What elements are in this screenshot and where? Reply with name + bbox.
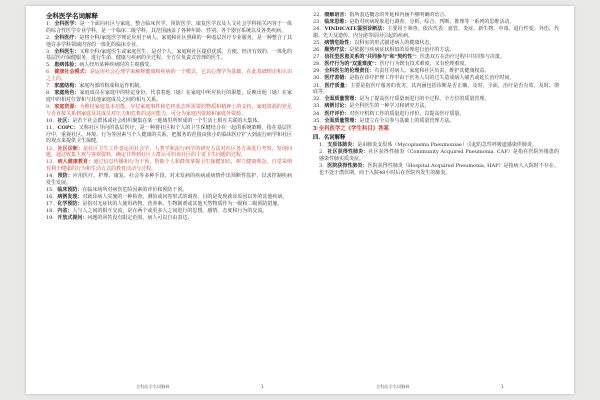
entry-number: 34． (313, 110, 325, 117)
entry-term: 社区诊断： (57, 145, 84, 152)
entry-number: 23． (313, 19, 325, 26)
entry-term: 家庭资源： (54, 104, 80, 111)
entry-number: 25． (313, 39, 325, 46)
entry-term: 病情危险性： (324, 39, 355, 46)
entry-text: 是将全科/家庭医学理论应用于病人、家庭和社区照顾的一种基层医疗专业服务，是一种整合了其他许多学科领域内容的一体化的临床专业。 (46, 34, 292, 48)
entry-term: 全面质量管理： (324, 117, 360, 124)
entry-text: 医院获得性肺炎（Hospital Acquired Pneumonia, HAP）是指病人入院时不存在、也不处于潜伏期，而于入院48小时后在医院内发生的肺炎。 (319, 163, 559, 176)
entry-number: 8． (46, 90, 55, 97)
entry-text: 是若干社会群体或社会组织聚集在某一地域里所形成的一个生活上相互关联的大集体。 (72, 117, 263, 124)
entry-term: 全科医生的伦理责任： (324, 68, 375, 75)
entry-term: 预防： (57, 173, 73, 180)
entry-term: 化学预防： (57, 201, 83, 208)
definition-entry (46, 125, 292, 145)
entry-text: 是为了提高医疗质量而进行的全过程、全方位的质量管理。 (359, 96, 490, 103)
entry-text: 主要是指医疗服务的优劣，其内涵包括诊断是否正确、及时、全面，治疗是否有效、及时、彻底等。 (313, 82, 559, 96)
entry-text: 又称全科/家庭医生或家庭医生，是对个人、家庭和社区提供优质、方便、经济有效的、一体化的基层医疗保健服务，进行生命、健康与疾病的全过程、全方位负责式管理的医生。 (46, 48, 292, 62)
entry-text: 应用医疗、护理、康复、社会等多种手段，对未发病的疾病或病情作出预断性监护，以求控制疾病发生发展。 (46, 173, 292, 186)
document-page (26, 6, 574, 394)
left-column (46, 12, 292, 378)
entry-term: 社区： (57, 117, 73, 124)
entry-number: 30． (313, 75, 325, 82)
entry-number: 24． (313, 26, 325, 33)
entry-text: 是指在诊疗护理工作中由于医务人员的过失造成病人痛苦或延长治疗时间。 (349, 75, 515, 82)
entry-text: 又称社区导向的基层医疗，是一种将社区和个人的卫生保健结合在一起的系统策略，指在基层医疗中，重视社区、环境、行为等因素与个人健康的关系，把服务的范围由狭小的临床医疗扩大到流行病学和社区的观点来提供卫生保健。 (46, 125, 292, 145)
definition-entry (46, 69, 292, 82)
entry-term: VINDICATE鉴别诊断法： (324, 26, 388, 33)
definition-entry (46, 159, 292, 172)
definition-entry (46, 104, 292, 117)
definition-entry (313, 103, 559, 110)
entry-number: 13． (46, 159, 58, 166)
definition-entry (46, 173, 292, 186)
entry-text: 对就诊病人实施的一种检查、测验或问卷形式的调查，目的是发现就诊原因以外的其他疾病。 (82, 194, 288, 201)
entry-term: 医疗差错： (324, 75, 350, 82)
entry-number: 17． (46, 201, 58, 208)
entry-term: 社区获得性肺炎： (327, 149, 369, 156)
entry-text: 是指对无症状的人使用药物、营养素、生物制剂或其他天然物质作为一级和二级预防措施。 (82, 201, 283, 208)
entry-number: 7． (46, 83, 55, 90)
entry-term: 支原体肺炎： (327, 142, 358, 149)
entry-number: 11． (46, 125, 58, 132)
entry-term: 全科医生： (54, 48, 80, 55)
entry-term: 顺势疗法： (324, 47, 350, 54)
section-three-heading: 3·全科医学之《学生科目》答案 (313, 126, 389, 133)
entry-number: 2． (46, 34, 55, 41)
entry-text: 对医疗机构工作的质量进行评价，以提高医疗质量。 (349, 110, 465, 117)
entry-number: 26． (313, 47, 325, 54)
entry-number: 6． (46, 69, 55, 76)
entry-number: 5． (46, 62, 55, 69)
footer-right-text: 全科医学名词解释 (376, 384, 410, 389)
definition-entry (313, 61, 559, 68)
definition-entry (313, 111, 559, 118)
entry-number: 3． (46, 48, 55, 55)
entry-text: 是社区卫生工作者运用社会学、人类学和流行病学的研究方法对社区各方面进行考察，发现问题，通过收集主观与客观资料，确定并得到社区人群认可的该社区的主要卫生问题的过程。 (46, 145, 292, 159)
definition-entry (46, 35, 292, 48)
entry-text: 医疗行为既有技术难度，又有伦理难度。 (379, 61, 470, 68)
entry-term: 医疗评价： (324, 110, 350, 117)
entry-text: 是运用社会心理学来解释健康和疾病的一个模式，它以心理学为基础，在此基础理论和认识之上的。 (46, 69, 292, 83)
entry-term: COPC： (57, 125, 79, 132)
entry-text: 在临床场所对病伤危险因素的评价和预防干预。 (82, 186, 188, 193)
entry-text: 家庭内部的构成和运作机制。 (79, 83, 145, 90)
entry-term: 患病体验： (54, 62, 80, 69)
entry-text: 主要用于筛查。依次代表：血管、炎症、新生物、中毒、退行性变、外伤、代谢、先天及遗传、内分泌等原因引起的疾病。 (313, 26, 559, 39)
definition-entry (313, 26, 559, 39)
definition-entry (46, 49, 292, 62)
entry-text: 是全科医生的一种学习和研究方法。 (349, 103, 430, 110)
section-four-heading: 四．名词解释 (313, 135, 346, 142)
entry-text: 是由肺炎支原体（Mycoplasma Pneumoniae）引起的急性呼吸道感染伴肺炎。 (357, 142, 537, 149)
entry-number: 10． (46, 117, 58, 124)
entry-text: 问题的回答没有限定范围，病人可以自由表达。 (87, 215, 193, 222)
section-four-entries (313, 142, 559, 176)
entry-text: 是建立在全员参与基础上的质量管理方法。 (359, 117, 455, 124)
entry-number: 3． (319, 163, 328, 170)
definition-entry (313, 12, 559, 19)
right-entries (313, 12, 559, 124)
definition-entry (46, 208, 292, 215)
right-column (313, 12, 559, 378)
definition-entry (313, 54, 559, 61)
document-title: 全科医学名词解释 (46, 12, 98, 20)
entry-text: 医患双方在治疗过程中共同参与决策。 (419, 54, 505, 61)
entry-text: 有责任对病人、家庭和社区负责，维护其健康权益。 (374, 68, 490, 75)
entry-number: 1． (319, 142, 328, 149)
definition-entry (46, 215, 292, 222)
left-entries (46, 21, 292, 222)
entry-term: 临床思维： (324, 19, 350, 26)
entry-text: 指所表达概念的外延和内涵不够明确的语言。 (349, 12, 450, 18)
entry-text: 是依据与疾病症状相似的原理进行治疗的方法。 (349, 47, 455, 54)
definition-entry (313, 40, 559, 47)
definition-entry (46, 201, 292, 208)
entry-number: 9． (46, 104, 55, 111)
entry-number: 14． (46, 173, 58, 180)
entry-number: 32． (313, 96, 325, 103)
entry-number: 19． (46, 215, 58, 222)
definition-entry (313, 19, 559, 26)
definition-entry (46, 90, 292, 103)
entry-number: 15． (46, 186, 58, 193)
entry-number: 12． (46, 145, 58, 152)
entry-text: 是指对疾病现象进行调查、分析、综合、判断、推理等一系列的思维活动。 (349, 19, 515, 26)
definition-entry (313, 75, 559, 82)
entry-number: 1． (46, 21, 55, 27)
entry-text: 家庭成员在家庭中的特定身份，代表着他（她）在家庭中所应执行的职能，反映出他（她）在家庭中的相对位置和与其他家庭成员之间的相互关系。 (46, 90, 292, 104)
definition-entry (46, 21, 292, 34)
entry-term: 全面质量管理： (324, 96, 360, 103)
footer-left-text: 全科医学名词解释 (136, 384, 170, 389)
footer-left-page: 1 (260, 384, 264, 389)
entry-term: 病人健康教育： (57, 159, 94, 166)
footer-right-page: 1 (500, 384, 504, 389)
entry-term: 医院获得性肺炎： (327, 163, 368, 170)
entry-text: 为维持家庭基本功能、应付家庭事件和危机状态所需要的物质和精神上的支持，家庭资源的充足与否直接关系到家庭及其成员对压力和危机的适应能力，可分为家庭内资源和家庭外资源。 (46, 104, 292, 117)
entry-number: 27． (313, 54, 325, 61)
footer-left (136, 384, 264, 390)
definition-entry (313, 83, 559, 96)
entry-term: 开放式提问： (57, 215, 88, 222)
definition-entry (313, 118, 559, 125)
entry-number: 16． (46, 194, 58, 201)
definition-entry (46, 83, 292, 90)
entry-term: 家庭结构： (54, 83, 80, 90)
footer-right (376, 384, 504, 390)
entry-term: 临床预防： (57, 186, 83, 193)
entry-term: 全科医疗： (54, 34, 80, 41)
entry-term: 健康社会模式： (54, 69, 90, 76)
entry-term: 全科医学： (54, 21, 80, 27)
entry-number: 29． (313, 68, 325, 75)
entry-number: 31． (313, 82, 325, 89)
definition-entry (46, 118, 292, 125)
entry-term: 病例发现： (57, 194, 83, 201)
entry-text: 病人经历某种疾病时的主观感受。 (79, 62, 155, 69)
entry-number: 2． (319, 149, 328, 156)
definition-entry (313, 47, 559, 54)
entry-term: 病例讨论： (324, 103, 350, 110)
entry-term: 信托型医患关系的"共同参与"和"契约性"： (324, 54, 420, 61)
definition-entry (46, 146, 292, 159)
entry-number: 18． (46, 208, 58, 215)
definition-entry (313, 163, 559, 176)
entry-term: 家庭角色： (54, 90, 80, 97)
definition-entry (313, 149, 559, 162)
entry-text: 社区获得性肺炎（Community Acquired Pneumonia, CAP）是指在医院外罹患的感染性肺实质炎症。 (319, 149, 559, 163)
entry-number: 28． (313, 61, 325, 68)
entry-number: 33． (313, 103, 325, 110)
entry-term: 缓解语言： (324, 12, 350, 18)
entry-text: 是一个面向社区与家庭，整合临床医学、预防医学、康复医学以及人文社会学科相关内容于一体的综合性医学专业学科，是一个临床二级学科，其范围涵盖了各种年龄、性别、各个器官系统以及各类疾病。 (46, 21, 292, 34)
entry-term: 内省： (57, 208, 73, 215)
entry-text: 人与人之间的相互交流，是在两个或更多人之间进行的思想、感情、态度和行为的交流。 (72, 208, 268, 215)
entry-text: 通过信息传播和行为干预，帮助个人和群体掌握卫生保健知识，树立健康观念，自觉采纳有利于健康的行为和生活方式的教育活动与过程。 (46, 159, 292, 173)
entry-term: 医疗行为的"双重难度"： (324, 61, 380, 68)
definition-entry (46, 187, 292, 194)
definition-entry (46, 194, 292, 201)
entry-number: 22． (313, 12, 325, 18)
entry-term: 医疗质量： (324, 82, 351, 89)
entry-number: 35． (313, 117, 325, 124)
entry-text: 以科室的形式描述病人的健康状态。 (354, 39, 435, 46)
